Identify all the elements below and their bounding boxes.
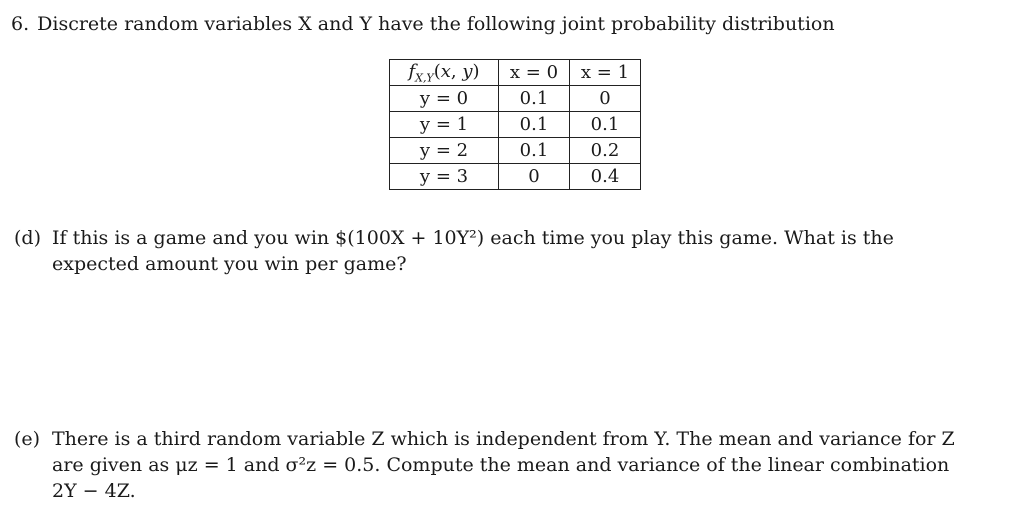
problem-number: 6.	[11, 13, 30, 35]
joint-probability-table	[389, 59, 641, 190]
row-label-y0: y = 0	[390, 86, 499, 112]
column-header-x1: x = 1	[570, 60, 641, 86]
table-corner-label: $f_{X,Y}(x$, y)	[390, 60, 499, 86]
table-row	[390, 164, 641, 190]
table-header-row	[390, 60, 641, 86]
part-d-label: (d)	[14, 227, 41, 249]
table-cell: 0.4	[570, 164, 641, 190]
table-cell: 0.2	[570, 138, 641, 164]
row-label-y2: y = 2	[390, 138, 499, 164]
table-row	[390, 112, 641, 138]
problem-text: Discrete random variables X and Y have the following joint probability distribution	[37, 13, 835, 35]
part-e-text: There is a third random variable Z which is independent from Y. The mean and variance for Z are given as μz = 1 and σ²z = 0.5. Compute the mean and variance of the linear combination 2Y − 4Z.	[52, 428, 955, 502]
table-cell: 0	[499, 164, 570, 190]
part-e	[14, 426, 974, 504]
table-row	[390, 86, 641, 112]
part-d	[14, 225, 974, 277]
column-header-x0: x = 0	[499, 60, 570, 86]
problem-statement	[11, 13, 835, 35]
table-row	[390, 138, 641, 164]
part-e-label: (e)	[14, 428, 41, 450]
part-d-text: If this is a game and you win $(100X + 10Y²) each time you play this game. What is the expected amount you win per game?	[52, 227, 894, 275]
table-cell: 0.1	[499, 138, 570, 164]
table-cell: 0	[570, 86, 641, 112]
row-label-y1: y = 1	[390, 112, 499, 138]
row-label-y3: y = 3	[390, 164, 499, 190]
table-cell: 0.1	[499, 112, 570, 138]
table-cell: 0.1	[570, 112, 641, 138]
table-cell: 0.1	[499, 86, 570, 112]
